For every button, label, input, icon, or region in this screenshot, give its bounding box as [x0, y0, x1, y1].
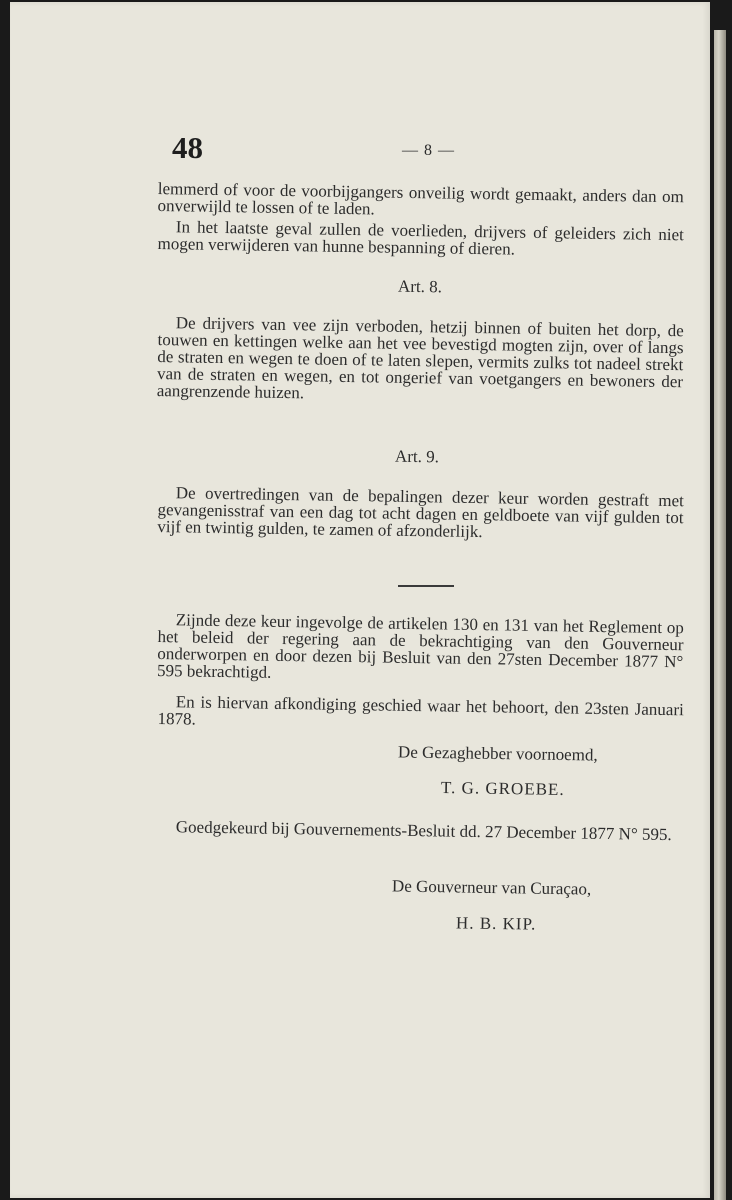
- article-8-heading: Art. 8.: [397, 276, 443, 297]
- article-9-heading: Art. 9.: [394, 446, 440, 467]
- approval-paragraph: Zijnde deze keur ingevolge de artikelen 130 en 131 van het Reglement op het beleid der regering aan de bekrachtiging van den Gouverneur onderworpen en door dezen bij Besluit van den 27sten December 1877 N° 595 bekrachtigd.: [156, 610, 684, 682]
- article-9-text: De overtredingen van de bepalingen dezer keur worden gestraft met gevangenisstraf van een dag tot acht dagen en geldboete van vijf gulden tot vijf en twintig gulden, te zamen of afzonderlijk.: [157, 483, 684, 542]
- running-head: — 8 —: [402, 142, 455, 159]
- signatory-name-kip: H. B. KIP.: [455, 913, 537, 934]
- section-divider: [398, 585, 454, 587]
- signatory-title-gouverneur: De Gouverneur van Curaçao,: [391, 876, 592, 899]
- decree-approval-paragraph: Goedgekeurd bij Gouvernements-Besluit dd. 27 December 1877 N° 595.: [175, 817, 672, 845]
- page-edge: [714, 30, 726, 1200]
- paragraph-voerlieden: In het laatste geval zullen de voerlieden, drijvers of geleiders zich niet mogen verwijderen van hunne bespanning of dieren.: [157, 217, 684, 259]
- article-8-text: De drijvers van vee zijn verboden, hetzij binnen of buiten het dorp, de touwen en kettingen welke aan het vee bevestigd mogten zijn, over of langs de straten en wegen te doen of te laten slepen, vermits zulks tot nadeel strekt van de straten en wegen, en tot ongerief van voetgangers en bewoners der aangrenzende huizen.: [156, 313, 684, 403]
- publication-paragraph: En is hiervan afkondiging geschied waar het behoort, den 23sten Januari 1878.: [157, 692, 684, 729]
- signatory-title-gezaghebber: De Gezaghebber voornoemd,: [397, 742, 598, 765]
- page-number: 48: [172, 130, 203, 165]
- paragraph-continued: lemmerd of voor de voorbijgangers onveilig wordt gemaakt, anders dan om onverwijld te lossen of te laden.: [157, 179, 684, 219]
- signatory-name-groebe: T. G. GROEBE.: [440, 778, 565, 799]
